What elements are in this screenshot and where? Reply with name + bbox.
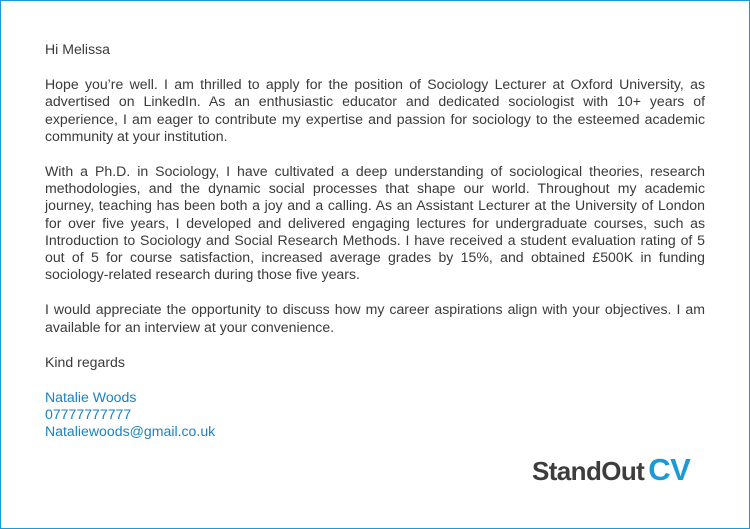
signature-phone: 07777777777 <box>45 406 132 423</box>
signature-name: Natalie Woods <box>45 389 137 406</box>
signature-email: Nataliewoods@gmail.co.uk <box>45 423 216 440</box>
cover-letter <box>45 41 705 441</box>
sign-off: Kind regards <box>45 353 125 370</box>
signature-block <box>45 389 705 441</box>
greeting: Hi Melissa <box>45 41 110 57</box>
paragraph-experience: With a Ph.D. in Sociology, I have cultivated a deep understanding of sociological theories, research methodologies, and the dynamic social processes that shape our world. Throughout my academic journey, teaching has been both a joy and a calling. As an Assistant Lecturer at the University of London for over five years, I developed and delivered engaging lectures for undergraduate courses, such as Introduction to Sociology and Social Research Methods. I have received a student evaluation rating of 5 out of 5 for course satisfaction, increased average grades by 15%, and obtained £500K in funding sociology-related research during those five years. <box>45 163 705 283</box>
logo-text-main: StandOut <box>532 456 645 486</box>
logo-text-cv: CV <box>648 452 691 487</box>
standout-cv-logo <box>532 452 690 492</box>
paragraph-closing: I would appreciate the opportunity to discuss how my career aspirations align with your objectives. I am available for an interview at your convenience. <box>45 301 705 335</box>
paragraph-intro: Hope you’re well. I am thrilled to apply for the position of Sociology Lecturer at Oxford University, as advertised on LinkedIn. As an enthusiastic educator and dedicated sociologist with 10+ years of experience, I am eager to contribute my expertise and passion for sociology to the esteemed academic community at your institution. <box>45 76 705 144</box>
